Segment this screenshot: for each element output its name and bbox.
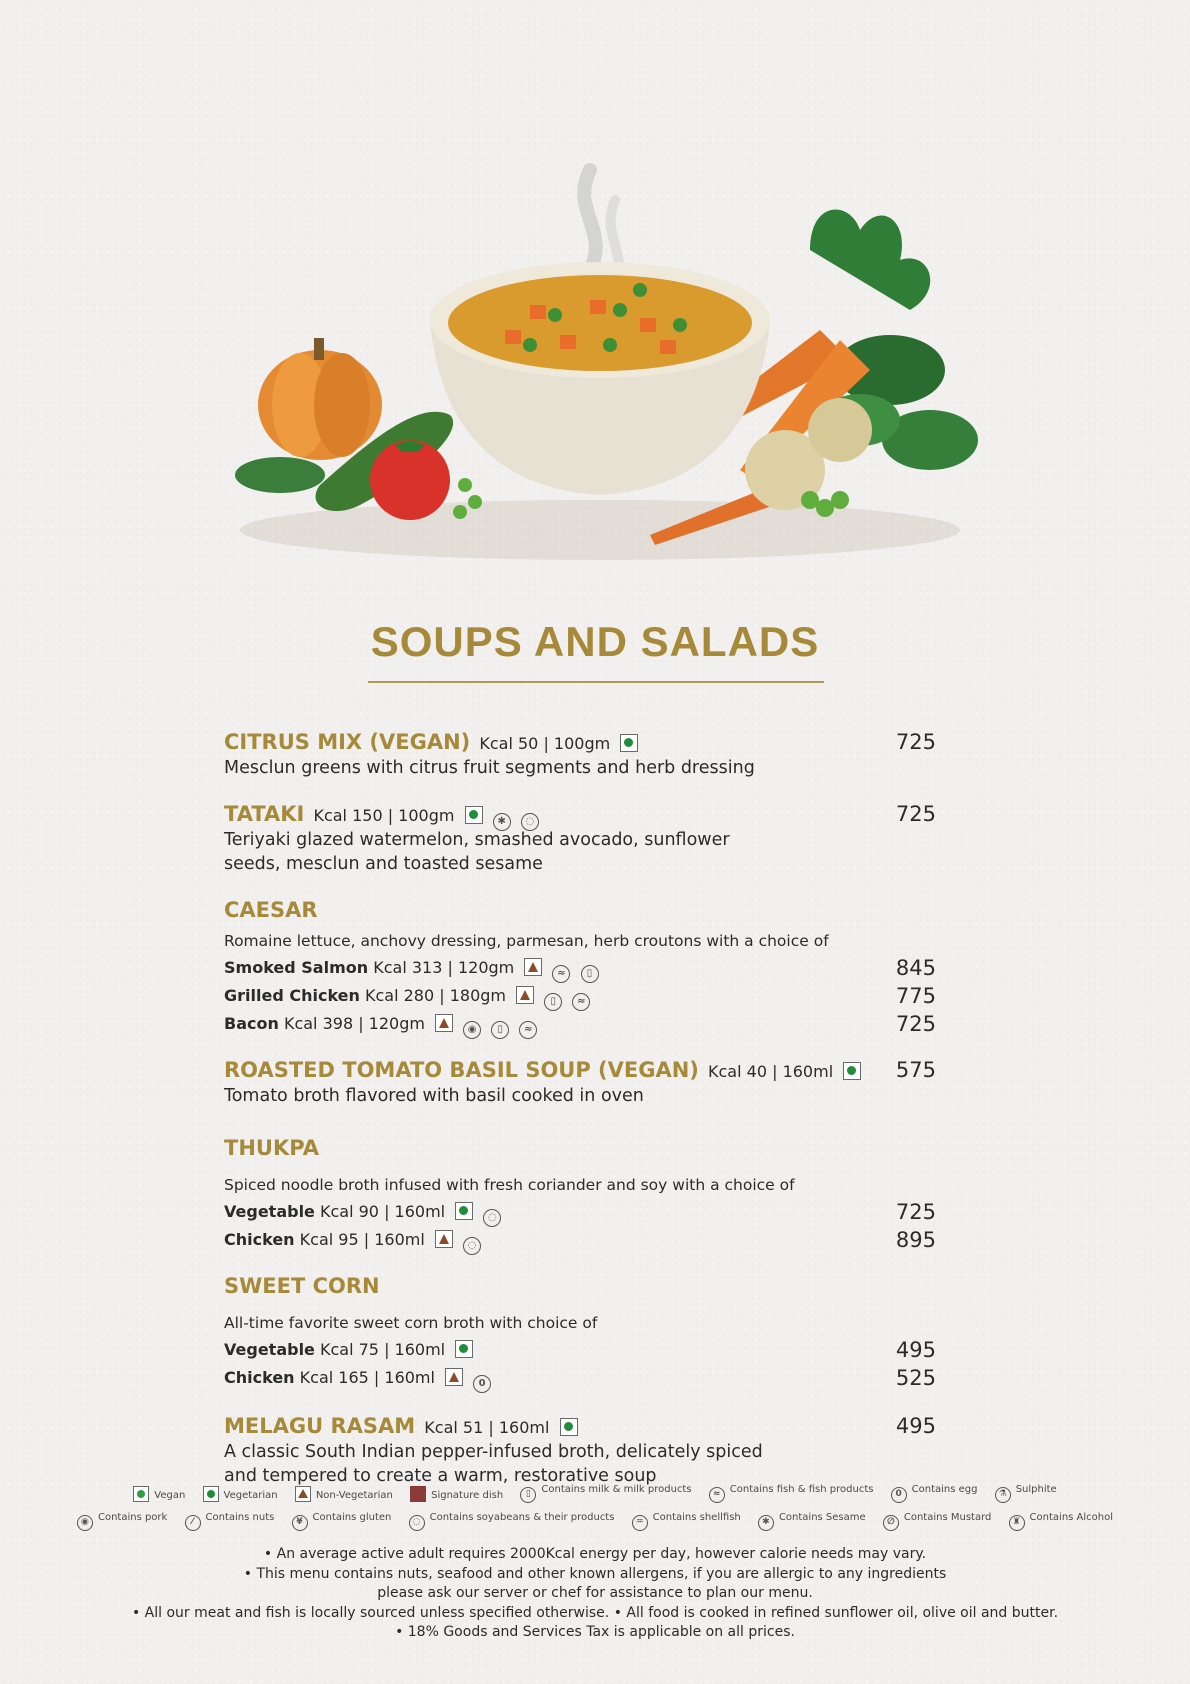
option-name: Vegetable [224, 1202, 315, 1221]
fish-icon: ≈ [572, 993, 590, 1011]
legend-item: ◉ Contains pork [77, 1512, 167, 1531]
item-price: 575 [895, 1058, 936, 1082]
option-name: Bacon [224, 1014, 279, 1033]
vegetarian-icon [465, 806, 483, 824]
title-divider [368, 681, 824, 683]
non-vegetarian-icon [445, 1368, 463, 1386]
fish-icon: ≈ [552, 965, 570, 983]
legend-item: Vegan [133, 1486, 185, 1502]
item-name: CAESAR [224, 898, 318, 922]
milk-icon: ▯ [544, 993, 562, 1011]
menu-item [224, 1056, 936, 1108]
soup-bowl [430, 262, 770, 495]
vegetarian-icon [455, 1340, 473, 1358]
option-kcal: Kcal 280 | 180gm [365, 986, 507, 1005]
legend-item: 0 Contains egg [891, 1484, 978, 1503]
menu-list [224, 728, 936, 1488]
item-kcal: Kcal 51 | 160ml [424, 1418, 550, 1437]
nuts-icon: ⁄ [185, 1515, 201, 1531]
option-price: 895 [895, 1228, 936, 1252]
item-name: SWEET CORN [224, 1274, 380, 1298]
pork-icon: ◉ [463, 1021, 481, 1039]
sulphite-icon: ⚗ [995, 1487, 1011, 1503]
non-vegetarian-icon [435, 1014, 453, 1032]
option-price: 845 [895, 956, 936, 980]
option-price: 725 [895, 1200, 936, 1224]
option-price: 775 [895, 984, 936, 1008]
item-description: Teriyaki glazed watermelon, smashed avocado, sunflower seeds, mesclun and toasted sesame [224, 830, 730, 874]
legend-item: ♜ Contains Alcohol [1009, 1512, 1113, 1531]
egg-icon: 0 [473, 1375, 491, 1393]
menu-option [224, 1010, 936, 1038]
signature-dish-icon [410, 1486, 426, 1502]
soyabean-icon: ◌ [483, 1209, 501, 1227]
legend-item: ∅ Contains Mustard [883, 1512, 992, 1531]
option-name: Grilled Chicken [224, 986, 360, 1005]
option-kcal: Kcal 398 | 120gm [283, 1014, 425, 1033]
vegetarian-icon [843, 1062, 861, 1080]
option-name: Smoked Salmon [224, 958, 369, 977]
item-description: A classic South Indian pepper-infused broth, delicately spiced and tempered to create a warm, restorative soup [224, 1442, 763, 1486]
gluten-icon: ¥ [292, 1515, 308, 1531]
legend-item: ✱ Contains Sesame [758, 1512, 866, 1531]
option-kcal: Kcal 75 | 160ml [320, 1340, 446, 1359]
option-kcal: Kcal 95 | 160ml [299, 1230, 425, 1249]
pumpkin [258, 338, 382, 460]
menu-item [224, 1134, 936, 1254]
note-line: • 18% Goods and Services Tax is applicable on all prices. [395, 1624, 795, 1640]
legend-item: ⁄ Contains nuts [185, 1512, 275, 1531]
shellfish-icon: ♒ [632, 1515, 648, 1531]
legend-item: ♒ Contains shellfish [632, 1512, 741, 1531]
menu-option [224, 982, 936, 1010]
legend-item: ◌ Contains soyabeans & their products [409, 1512, 615, 1531]
note-line: • This menu contains nuts, seafood and other known allergens, if you are allergic to any ingredients [243, 1565, 947, 1582]
menu-option [224, 1198, 936, 1226]
milk-icon: ▯ [581, 965, 599, 983]
pork-icon: ◉ [77, 1515, 93, 1531]
milk-icon: ▯ [491, 1021, 509, 1039]
vegetarian-icon [560, 1418, 578, 1436]
item-price: 725 [895, 802, 936, 826]
legend-item: Vegetarian [203, 1486, 278, 1502]
item-description: Tomato broth flavored with basil cooked in oven [224, 1086, 644, 1106]
menu-item [224, 728, 936, 780]
option-kcal: Kcal 313 | 120gm [373, 958, 515, 977]
option-name: Chicken [224, 1368, 295, 1387]
vegetarian-icon [203, 1486, 219, 1502]
footer-notes [0, 1545, 1190, 1643]
page-title: SOUPS AND SALADS [370, 618, 820, 665]
vegan-icon [133, 1486, 149, 1502]
sesame-icon: ✱ [493, 813, 511, 831]
option-kcal: Kcal 165 | 160ml [299, 1368, 435, 1387]
menu-option [224, 1226, 936, 1254]
legend-item: ¥ Contains gluten [292, 1512, 392, 1531]
legend-item: Signature dish [410, 1486, 503, 1502]
menu-option [224, 954, 936, 982]
item-name: THUKPA [224, 1136, 319, 1160]
note-line: please ask our server or chef for assistance to plan our menu. [377, 1585, 813, 1601]
mustard-icon: ∅ [883, 1515, 899, 1531]
vegetarian-icon [455, 1202, 473, 1220]
item-kcal: Kcal 40 | 160ml [708, 1062, 834, 1081]
item-description: Romaine lettuce, anchovy dressing, parmesan, herb croutons with a choice of [224, 932, 829, 950]
menu-item [224, 896, 936, 1038]
non-vegetarian-icon [524, 958, 542, 976]
menu-item [224, 1412, 936, 1488]
item-description: Mesclun greens with citrus fruit segments and herb dressing [224, 758, 755, 778]
item-kcal: Kcal 50 | 100gm [479, 734, 611, 753]
note-line: • All our meat and fish is locally sourced unless specified otherwise. • All food is cooked in refined sunflower oil, olive oil and butter. [131, 1604, 1059, 1621]
item-kcal: Kcal 150 | 100gm [313, 806, 455, 825]
legend-item: ⚗ Sulphite [995, 1484, 1057, 1503]
soyabean-icon: ◌ [521, 813, 539, 831]
vegetarian-icon [620, 734, 638, 752]
legend-item: ▯ Contains milk & milk products [520, 1484, 691, 1503]
sesame-icon: ✱ [758, 1515, 774, 1531]
legend-item: ≈ Contains fish & fish products [709, 1484, 874, 1503]
menu-option [224, 1336, 936, 1364]
fish-icon: ≈ [709, 1487, 725, 1503]
item-name: MELAGU RASAM [224, 1414, 416, 1438]
option-name: Vegetable [224, 1340, 315, 1359]
item-name: TATAKI [224, 802, 305, 826]
non-vegetarian-icon [516, 986, 534, 1004]
option-price: 525 [895, 1366, 936, 1390]
option-price: 495 [895, 1338, 936, 1362]
legend-row [0, 1484, 1190, 1503]
alcohol-icon: ♜ [1009, 1515, 1025, 1531]
note-line: • An average active adult requires 2000Kcal energy per day, however calorie needs may vary. [263, 1546, 927, 1562]
turnip [808, 398, 872, 462]
item-price: 725 [895, 730, 936, 754]
legend-item: Non-Vegetarian [295, 1486, 393, 1502]
non-vegetarian-icon [295, 1486, 311, 1502]
egg-icon: 0 [891, 1487, 907, 1503]
item-price: 495 [895, 1414, 936, 1438]
menu-item [224, 800, 936, 876]
menu-item [224, 1272, 936, 1392]
soyabean-icon: ◌ [409, 1515, 425, 1531]
milk-icon: ▯ [520, 1487, 536, 1503]
option-price: 725 [895, 1012, 936, 1036]
soup-vegetables-illustration [210, 140, 990, 570]
option-name: Chicken [224, 1230, 295, 1249]
item-name: ROASTED TOMATO BASIL SOUP (VEGAN) [224, 1058, 699, 1082]
fish-icon: ≈ [519, 1021, 537, 1039]
option-kcal: Kcal 90 | 160ml [320, 1202, 446, 1221]
soyabean-icon: ◌ [463, 1237, 481, 1255]
item-description: All-time favorite sweet corn broth with choice of [224, 1314, 598, 1332]
non-vegetarian-icon [435, 1230, 453, 1248]
legend-row [0, 1512, 1190, 1531]
item-name: CITRUS MIX (VEGAN) [224, 730, 471, 754]
menu-option [224, 1364, 936, 1392]
item-description: Spiced noodle broth infused with fresh coriander and soy with a choice of [224, 1176, 795, 1194]
